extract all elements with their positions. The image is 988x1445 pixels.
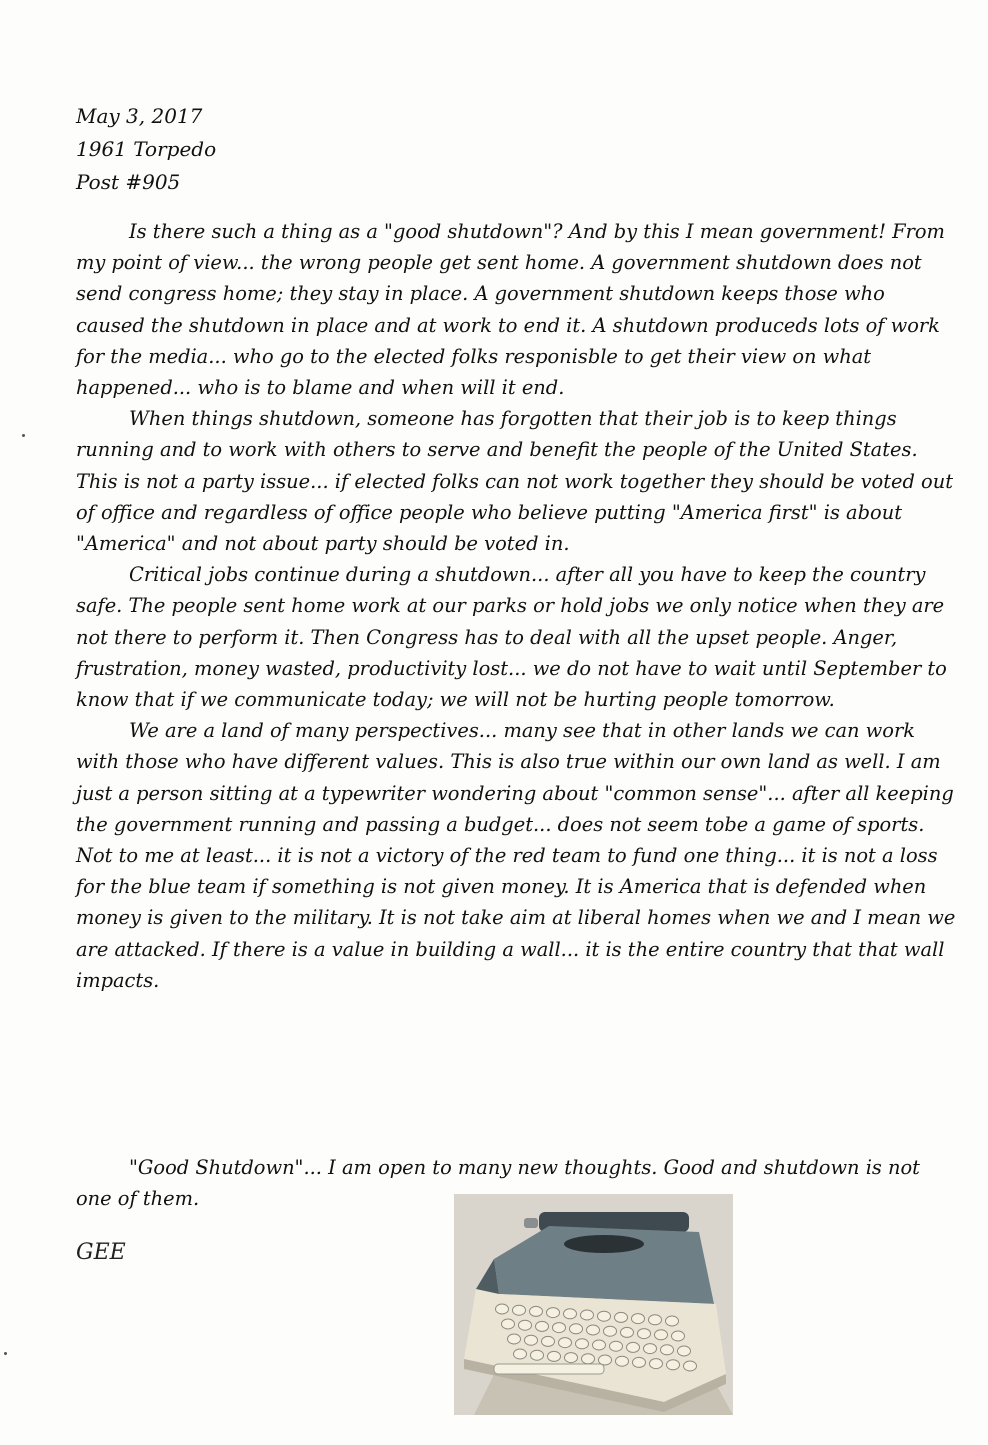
post-number: Post #905 <box>76 170 181 194</box>
typewriter-key <box>633 1357 646 1367</box>
typewriter-model: 1961 Torpedo <box>76 137 217 161</box>
typewriter-key <box>502 1319 515 1329</box>
typewriter-key <box>519 1320 532 1330</box>
letter-body <box>76 216 956 996</box>
typewriter-key <box>565 1353 578 1363</box>
typewriter-key <box>610 1341 623 1351</box>
typewriter-key <box>615 1312 628 1322</box>
typewriter-key <box>525 1335 538 1345</box>
typewriter-key <box>627 1342 640 1352</box>
typewriter-key <box>548 1351 561 1361</box>
typewriter-key <box>547 1308 560 1318</box>
typewriter-key <box>542 1336 555 1346</box>
typewriter-key <box>530 1306 543 1316</box>
typewriter-key <box>587 1325 600 1335</box>
letter-date: May 3, 2017 <box>76 104 203 128</box>
typewriter-key <box>616 1356 629 1366</box>
typewriter-key <box>684 1361 697 1371</box>
typewriter-photo <box>454 1194 733 1415</box>
typewriter-key <box>644 1344 657 1354</box>
paper-speck <box>22 434 25 437</box>
typewriter-key <box>638 1329 651 1339</box>
signature: GEE <box>76 1240 126 1265</box>
paper-speck <box>4 1352 7 1355</box>
typewriter-key <box>564 1309 577 1319</box>
typewriter-key <box>496 1304 509 1314</box>
typewriter-key <box>661 1345 674 1355</box>
typewriter-key <box>514 1349 527 1359</box>
typewriter-key <box>593 1340 606 1350</box>
typewriter-key <box>649 1315 662 1325</box>
typewriter-key <box>508 1334 521 1344</box>
typewriter-key <box>598 1311 611 1321</box>
typewriter-key <box>599 1355 612 1365</box>
paragraph: Critical jobs continue during a shutdown... after all you have to keep the country safe. The people sent home work at our parks or hold jobs we only notice when they are not there to perform it. Then Congress has to deal with all the upset people. Anger, frustration, money wasted, productivity lost... we do not have to wait until September to know that if we communicate today; we will not be hurting people tomorrow. <box>76 563 947 712</box>
typewriter-key <box>621 1327 634 1337</box>
typewriter-key <box>531 1350 544 1360</box>
typewriter-key <box>672 1331 685 1341</box>
letter-header <box>76 100 216 199</box>
typewriter-key <box>513 1305 526 1315</box>
paragraph: Is there such a thing as a "good shutdown"? And by this I mean government! From my point of view... the wrong people get sent home. A government shutdown does not send congress home; they stay in place. A government shutdown keeps those who caused the shutdown in place and at work to end it. A shutdown produceds lots of work for the media... who go to the elected folks responisble to get their view on what happened... who is to blame and when will it end. <box>76 220 945 400</box>
typewriter-key <box>536 1321 549 1331</box>
typewriter-key <box>559 1338 572 1348</box>
paragraph: We are a land of many perspectives... many see that in other lands we can work with those who have different values. This is also true within our own land as well. I am just a person sitting at a typewriter wondering about "common sense"... after all keeping the government running and passing a budget... does not seem tobe a game of sports. Not to me at least... it is not a victory of the red team to fund one thing... it is not a loss for the blue team if something is not given money. It is America that is defended when money is given to the military. It is not take aim at liberal homes when we and I mean we are attacked. If there is a value in building a wall... it is the entire country that that wall impacts. <box>76 719 956 992</box>
typewriter-illustration <box>454 1194 733 1415</box>
typewriter-key <box>576 1339 589 1349</box>
typewriter-key <box>678 1346 691 1356</box>
typewriter-key <box>632 1314 645 1324</box>
paragraph: When things shutdown, someone has forgotten that their job is to keep things running and to work with others to serve and benefit the people of the United States. This is not a party issue... if elected folks can not work together they should be voted out of office and regardless of office people who believe putting "America first" is about "America" and not about party should be voted in. <box>76 407 954 556</box>
typewriter-key <box>553 1323 566 1333</box>
typewriter-key <box>581 1310 594 1320</box>
typewriter-key <box>666 1316 679 1326</box>
typewriter-key <box>604 1326 617 1336</box>
typewriter-key <box>582 1354 595 1364</box>
typewriter-key <box>667 1360 680 1370</box>
closing-paragraph: "Good Shutdown"... I am open to many new thoughts. Good and shutdown is not one of them. <box>76 1156 920 1211</box>
typewriter-key <box>650 1359 663 1369</box>
typewriter-key <box>570 1324 583 1334</box>
typewriter-key <box>655 1330 668 1340</box>
